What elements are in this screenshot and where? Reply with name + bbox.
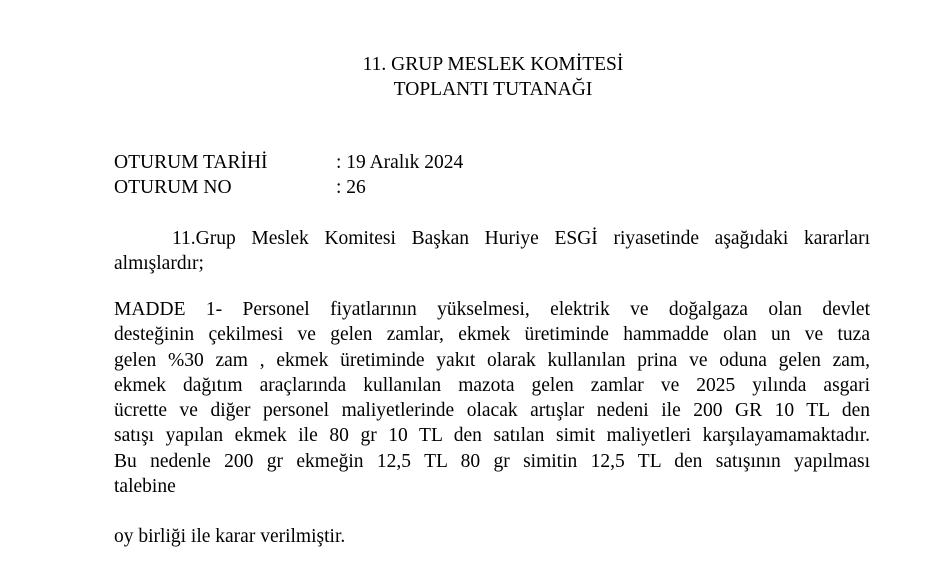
article-line: talebine	[114, 476, 176, 498]
closing-sentence: oy birliği ile karar verilmiştir.	[114, 526, 346, 547]
article-line: MADDE 1- Personel fiyatlarının yükselmesi, elektrik ve doğalgaza olan devlet	[114, 299, 870, 320]
session-date-value: : 19 Aralık 2024	[336, 152, 464, 173]
document-title-minutes: TOPLANTI TUTANAĞI	[393, 79, 593, 100]
document-title-committee: 11. GRUP MESLEK KOMİTESİ	[362, 54, 624, 75]
session-number-label: OTURUM NO	[114, 177, 232, 198]
article-line: satışı yapılan ekmek ile 80 gr 10 TL den satılan simit maliyetleri karşılayamamaktadır.	[114, 425, 870, 447]
intro-paragraph: 11.Grup Meslek Komitesi Başkan Huriye ESGİ riyasetinde aşağıdaki kararları almışlardır;	[114, 228, 870, 275]
article-line: ücrette ve diğer personel maliyetlerinde olacak artışlar nedeni ile 200 GR 10 TL den	[114, 400, 870, 422]
article-1-paragraph	[114, 297, 870, 499]
article-line: Bu nedenle 200 gr ekmeğin 12,5 TL 80 gr simitin 12,5 TL den satışının yapılması	[114, 450, 870, 472]
session-number-value: : 26	[336, 177, 366, 198]
article-line: gelen %30 zam , ekmek üretiminde yakıt olarak kullanılan prina ve oduna gelen zam,	[114, 349, 870, 371]
article-line: ekmek dağıtım araçlarında kullanılan mazota gelen zamlar ve 2025 yılında asgari	[114, 374, 870, 396]
session-date-label: OTURUM TARİHİ	[114, 152, 268, 173]
article-line: desteğinin çekilmesi ve gelen zamlar, ekmek üretiminde hammadde olan un ve tuza	[114, 324, 870, 346]
